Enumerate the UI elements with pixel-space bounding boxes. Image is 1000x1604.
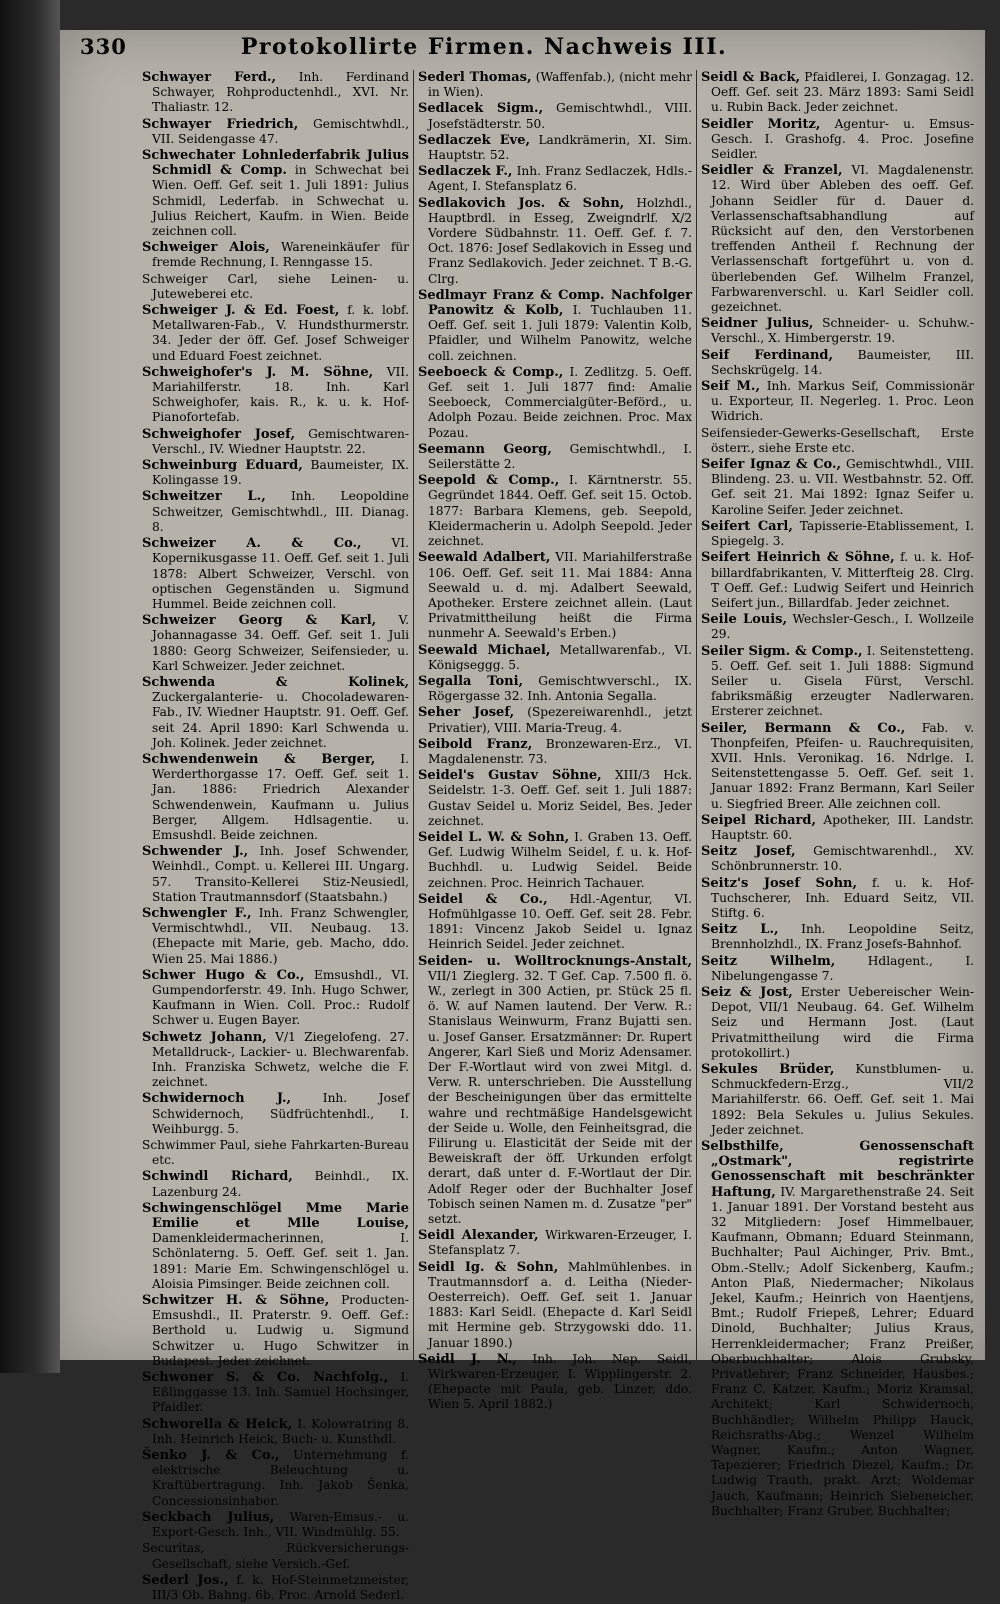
- firm-name: Seewald Michael,: [418, 642, 551, 658]
- book-spine-shadow: [0, 0, 60, 1373]
- firm-details: I. Kolowratring 8. Inh. Heinrich Heick, Buch- u. Kunsthdl.: [152, 1416, 409, 1446]
- firm-details: Wirkwaren-Erzeuger, I. Stefansplatz 7.: [428, 1228, 692, 1258]
- firm-name: Seeboeck & Comp.,: [418, 364, 564, 380]
- directory-entry: [701, 550, 974, 611]
- firm-name: Schweinburg Eduard,: [142, 458, 303, 474]
- firm-name: Seidel's Gustav Söhne,: [418, 768, 602, 784]
- firm-details: Holzhdl., Hauptbrdl. in Esseg, Zweigndrlf. X/2 Vordere Südbahnstr. 11. Oeff. Gef. f. 7. Oct. 1876: Josef Sedlakovich in Esseg und Franz Sedlakovich. Jeder zeichnet. T B.-G. Clrg.: [428, 195, 693, 286]
- firm-name: Seidel L. W. & Sohn,: [418, 829, 570, 845]
- firm-details: Securitas, Rückversicherungs-Gesellschaft, siehe Versich.-Gef.: [142, 1541, 409, 1571]
- firm-details: (Waffenfab.), (nicht mehr in Wien).: [428, 70, 693, 100]
- firm-details: Unternehmung f. elektrische Beleuchtung u. Kraftübertragung. Inh. Jakob Šenka, Concessionsinhaber.: [152, 1448, 409, 1508]
- directory-entry: [142, 1030, 409, 1091]
- entry-columns: [138, 70, 978, 1602]
- firm-name: Šenko J. & Co.,: [142, 1448, 280, 1464]
- directory-entry: [142, 272, 409, 302]
- firm-name: Seiden- u. Wolltrocknungs-Anstalt,: [418, 953, 692, 969]
- firm-name: Seif Ferdinand,: [701, 347, 834, 363]
- firm-details: Zuckergalanterie- u. Chocoladewaren-Fab., IV. Wiedner Hauptstr. 91. Oeff. Gef. seit 24. April 1890: Karl Schwenda u. Joh. Kolinek. Jeder zeichnet.: [152, 690, 409, 750]
- firm-name: Schweighofer's J. M. Söhne,: [142, 364, 374, 380]
- directory-entry: [701, 316, 974, 346]
- firm-details: Inh. Leopoldine Seitz, Brennholzhdl., IX. Franz Josefs-Bahnhof.: [711, 922, 974, 952]
- firm-name: Seepold & Comp.,: [418, 473, 560, 489]
- firm-details: VI. Magdalenenstr. 12. Wird über Ableben des oeff. Gef. Johann Seidler für d. Dauer d. Verlassenschaftsabhandlung auf Rücksicht auf den, den Verstorbenen treffenden Antheil f. Rechnung der Verlassenschaft fortgeführt u. von d. überlebenden Gef. Wilhelm Franzel, Farbwarenverschl. u. Karl Seidler coll. gezeichnet.: [711, 163, 975, 315]
- firm-name: Schwidernoch J.,: [142, 1091, 292, 1107]
- firm-name: Schwitzer H. & Söhne,: [142, 1293, 330, 1309]
- directory-entry: [142, 1417, 409, 1447]
- directory-entry: [142, 240, 409, 270]
- column-left: [138, 70, 413, 1604]
- firm-details: Inh. Franz Schwengler, Vermischtwhdl., VII. Neubaug. 13. (Ehepacte mit Marie, geb. Macho, ddo. Wien 25. Mai 1886.): [152, 905, 410, 966]
- directory-entry: [142, 70, 409, 116]
- firm-details: Wareneinkäufer für fremde Rechnung, I. Renngasse 15.: [152, 240, 410, 270]
- firm-name: Schwayer Ferd.,: [142, 70, 277, 85]
- firm-name: Schwayer Friedrich,: [142, 116, 299, 132]
- firm-name: Schwingenschlögel Mme Marie Emilie et Mlle Louise,: [142, 1200, 409, 1232]
- firm-details: f. k. Hof-Steinmetzmeister, III/3 Ob. Bahng. 6b. Proc. Arnold Sederl.: [152, 1572, 410, 1602]
- column-middle: [413, 70, 696, 1604]
- directory-entry: [142, 752, 409, 843]
- directory-entry: [701, 1139, 974, 1519]
- firm-name: Sedlacek Sigm.,: [418, 101, 544, 117]
- directory-entry: [701, 922, 974, 952]
- firm-name: Schwindl Richard,: [142, 1169, 293, 1185]
- directory-entry: [142, 844, 409, 905]
- firm-details: f. u. k. Hof-Tuchscherer, Inh. Eduard Seitz, VII. Stiftg. 6.: [711, 875, 975, 920]
- firm-name: Seidler & Franzel,: [701, 163, 843, 179]
- firm-name: Seewald Adalbert,: [418, 550, 551, 566]
- directory-entry: [701, 348, 974, 378]
- firm-details: Tapisserie-Etablissement, I. Spiegelg. 3.: [711, 518, 974, 549]
- firm-name: Sekules Brüder,: [701, 1062, 835, 1077]
- directory-entry: [701, 721, 974, 812]
- directory-entry: [701, 163, 974, 315]
- firm-details: Emsushdl., VI. Gumpendorferstr. 49. Inh. Hugo Schwer, Kaufmann in Wien. Coll. Proc.: Rudolf Schwer u. Eugen Bayer.: [152, 967, 410, 1028]
- firm-name: Sedlmayr Franz & Comp. Nachfolger Panowitz & Kolb,: [418, 287, 692, 319]
- directory-entry: [142, 906, 409, 967]
- firm-name: Schweizer Georg & Karl,: [142, 613, 377, 629]
- directory-entry: [701, 644, 974, 720]
- firm-details: Wechsler-Gesch., I. Wollzeile 29.: [711, 612, 974, 642]
- directory-entry: [418, 1260, 692, 1351]
- firm-details: Metallwarenfab., VI. Königseggg. 5.: [428, 642, 693, 672]
- firm-name: Seidl J. N.,: [418, 1351, 517, 1367]
- firm-details: Agentur- u. Emsus-Gesch. I. Grashofg. 4. Proc. Josefine Seidler.: [711, 116, 974, 162]
- firm-name: Schwechater Lohnlederfabrik Julius Schmidl & Comp.: [142, 148, 409, 179]
- firm-details: Gemischtwverschl., IX. Rögergasse 32. Inh. Antonia Segalla.: [428, 673, 692, 704]
- directory-entry: [142, 613, 409, 674]
- firm-details: I. Kärntnerstr. 55. Gegründet 1844. Oeff. Gef. seit 15. Octob. 1877: Barbara Klemens, geb. Seepold, Kleidermacherin u. Adolph Seepold. Jeder zeichnet.: [428, 473, 692, 549]
- firm-details: Waren-Emsus.- u. Export-Gesch. Inh., VII. Windmühlg. 55.: [152, 1509, 409, 1540]
- firm-name: Seiler Sigm. & Comp.,: [701, 643, 863, 659]
- firm-name: Segalla Toni,: [418, 673, 524, 689]
- firm-name: Seckbach Julius,: [142, 1509, 275, 1525]
- firm-name: Seipel Richard,: [701, 812, 816, 828]
- firm-name: Schweizer A. & Co.,: [142, 536, 362, 552]
- firm-details: Inh. Ferdinand Schwayer, Rohproductenhdl., XVI. Nr. Thaliastr. 12.: [152, 70, 409, 115]
- firm-name: Schweiger J. & Ed. Foest,: [142, 303, 340, 319]
- firm-name: Seitz Wilhelm,: [701, 953, 836, 969]
- firm-details: Gemischtwhdl., I. Seilerstätte 2.: [428, 441, 693, 472]
- firm-details: Schwimmer Paul, siehe Fahrkarten-Bureau etc.: [142, 1138, 409, 1168]
- firm-details: Apotheker, III. Landstr. Hauptstr. 60.: [711, 812, 974, 842]
- directory-entry: [142, 1138, 409, 1168]
- firm-details: Kunstblumen- u. Schmuckfedern-Erzg., VII/2 Mariahilferstr. 66. Oeff. Gef. seit 1. Mai 1892: Bela Sekules u. Julius Sekules. Jeder zeichnet.: [711, 1062, 974, 1137]
- page-header: [80, 34, 980, 68]
- firm-details: I. Tuchlauben 11. Oeff. Gef. seit 1. Juli 1879: Valentin Kolb, Pfaidler, und Wilhelm Panowitz, welche coll. zeichnen.: [428, 303, 692, 363]
- firm-details: Landkrämerin, XI. Sim. Hauptstr. 52.: [428, 132, 693, 163]
- directory-entry: [142, 303, 409, 364]
- firm-details: Damenkleidermacherinnen, I. Schönlaterng. 5. Oeff. Gef. seit 1. Jan. 1891: Marie Em. Schwingenschlögel u. Aloisia Pimsinger. Beide zeichnen coll.: [152, 1231, 409, 1291]
- firm-details: Inh. Josef Schwender, Weinhdl., Compt. u. Kellerei III. Ungarg. 57. Transito-Kellerei Stiz-Neusiedl, Station Trautmannsdorf (Staatsbahn.): [152, 844, 409, 904]
- firm-name: Sedlaczek F.,: [418, 164, 513, 180]
- firm-details: f. u. k. Hof-billardfabrikanten, V. Mitterfteig 28. Clrg. T Oeff. Gef.: Ludwig Seifert und Heinrich Seifert jun., Billardfab. Jeder zeichnet.: [711, 550, 974, 610]
- firm-name: Schweiger Alois,: [142, 240, 270, 256]
- firm-details: Inh. Josef Schwidernoch, Südfrüchtenhdl., I. Weihburgg. 5.: [152, 1091, 409, 1136]
- directory-entry: [701, 876, 974, 922]
- directory-entry: [418, 705, 692, 735]
- directory-entry: [701, 519, 974, 549]
- firm-details: in Schwechat bei Wien. Oeff. Gef. seit 1. Juli 1891: Julius Schmidl, Lederfab. in Schwechat u. Julius Reichert, Kaufm. in Wien. Beide zeichnen coll.: [152, 163, 409, 239]
- directory-entry: [418, 737, 692, 767]
- firm-name: Seidl Alexander,: [418, 1228, 539, 1244]
- firm-details: Gemischtwarenhdl., XV. Schönbrunnerstr. 10.: [711, 844, 974, 874]
- firm-name: Sedlakovich Jos. & Sohn,: [418, 195, 625, 211]
- firm-details: Fab. v. Thonpfeifen, Pfeifen- u. Rauchrequisiten, XVII. Hnls. Veronikag. 16. Ndrlge. I. Seitenstettengasse 5. Oeff. Gef. seit 1. Januar 1892: Franz Bermann, Karl Seiler u. Siegfried Breer. Alle zeichnen coll.: [711, 720, 974, 811]
- directory-entry: [701, 70, 974, 116]
- directory-entry: [418, 365, 692, 441]
- directory-entry: [142, 1510, 409, 1540]
- directory-entry: [701, 954, 974, 984]
- directory-entry: [701, 1062, 974, 1138]
- firm-details: VI. Kopernikusgasse 11. Oeff. Gef. seit 1. Juli 1878: Albert Schweizer, Verschl. von optischen Gegenständen u. Sigmund Hummel. Beide zeichnen coll.: [152, 536, 409, 611]
- firm-details: Inh. Joh. Nep. Seidl, Wirkwaren-Erzeuger, I. Wipplingerstr. 2. (Ehepacte mit Paula, geb. Linzer, ddo. Wien 5. April 1882.): [428, 1351, 692, 1412]
- directory-entry: [142, 1201, 409, 1292]
- directory-entry: [701, 379, 974, 425]
- firm-details: I. Eßlinggasse 13. Inh. Samuel Hochsinger, Pfaidler.: [152, 1370, 410, 1415]
- firm-details: Mahlmühlenbes. in Trautmannsdorf a. d. Leitha (Nieder-Oesterreich). Oeff. Gef. seit 1. Januar 1883: Karl Seidl. (Ehepacte d. Karl Seidl mit Hermine geb. Strzygowski ddo. 11. Januar 1890.): [428, 1259, 692, 1350]
- firm-details: Hdlagent., I. Nibelungengasse 7.: [711, 953, 975, 983]
- directory-entry: [418, 133, 692, 163]
- directory-entry: [701, 426, 974, 456]
- directory-entry: [418, 954, 692, 1228]
- firm-name: Schwenda & Kolinek,: [142, 674, 409, 690]
- firm-details: VII/1 Zieglerg. 32. T Gef. Cap. 7.500 fl. ö. W., zerlegt in 300 Actien, pr. Stück 25 fl. ö. W. auf Namen lautend. Der Verw. R.: Stanislaus Weinwurm, Franz Bujatti sen. u. Josef Ganser. Ersatzmänner: Dr. Rupert Angerer, Karl Sieß und Moriz Adensamer. Der F.-Wortlaut wird von zwei Mitgl. d. Verw. R. unterschrieben. Die Ausstellung der Bescheinigungen über das ermittelte wahre und rechtmäßige Handelsgewicht der Seide u. Wolle, den Feinheitsgrad, die Filirung u. Elasticität der Seide mit der Beweiskraft der öff. Urkunden erfolgt derart, daß unter d. F.-Wortlaut der Dir. Adolf Reger oder der Buchhalter Josef Tobisch seinen Namen m. d. Zusatze "per" setzt.: [428, 968, 692, 1227]
- directory-entry: [142, 458, 409, 488]
- directory-entry: [142, 968, 409, 1029]
- directory-entry: [418, 643, 692, 673]
- firm-details: Gemischtwhdl., VII. Seidengasse 47.: [152, 116, 409, 146]
- firm-name: Seidner Julius,: [701, 316, 814, 332]
- directory-entry: [418, 674, 692, 704]
- firm-name: Schwetz Johann,: [142, 1029, 267, 1045]
- firm-details: I. Zedlitzg. 5. Oeff. Gef. seit 1. Juli 1877 find: Amalie Seeboeck, Commercialgüter-Beförd., u. Adolph Pozau. Beide zeichnen. Proc. Max Pozau.: [428, 364, 693, 440]
- firm-name: Schwoner S. & Co. Nachfolg.,: [142, 1370, 389, 1386]
- firm-name: Seibold Franz,: [418, 736, 533, 752]
- directory-entry: [142, 1448, 409, 1509]
- directory-entry: [418, 892, 692, 953]
- directory-entry: [418, 1352, 692, 1413]
- firm-details: Schweiger Carl, siehe Leinen- u. Juteweberei etc.: [142, 271, 409, 301]
- directory-entry: [142, 536, 409, 612]
- firm-name: Seiler, Bermann & Co.,: [701, 720, 906, 736]
- firm-name: Seitz's Josef Sohn,: [701, 875, 858, 891]
- firm-details: Inh. Franz Sedlaczek, Hdls.-Agent, I. Stefansplatz 6.: [428, 164, 693, 194]
- firm-details: Inh. Leopoldine Schweitzer, Gemischtwhdl., III. Dianag. 8.: [152, 489, 409, 534]
- directory-entry: [701, 612, 974, 642]
- firm-details: Gemischtwaren-Verschl., IV. Wiedner Hauptstr. 22.: [152, 426, 409, 456]
- directory-entry: [701, 985, 974, 1061]
- firm-details: Baumeister, IX. Kolingasse 19.: [152, 458, 410, 488]
- directory-entry: [701, 457, 974, 518]
- firm-name: Seher Josef,: [418, 705, 515, 721]
- firm-details: VII. Mariahilferstraße 106. Oeff. Gef. seit 11. Mai 1884: Anna Seewald u. d. mj. Adalbert Seewald, Apotheker. Erstere zeichnet allein. (Laut Privatmittheilung heißt die Firma nunmehr A. Seewald's Erben.): [428, 550, 692, 641]
- firm-name: Seif M.,: [701, 379, 760, 395]
- page-number: 330: [80, 34, 127, 59]
- directory-entry: [142, 117, 409, 147]
- directory-entry: [418, 1228, 692, 1258]
- directory-entry: [142, 148, 409, 239]
- directory-entry: [418, 196, 692, 287]
- firm-details: f. k. lobf. Metallwaren-Fab., V. Hundsthurmerstr. 34. Jeder der öff. Gef. Josef Schweiger und Eduard Foest zeichnet.: [152, 303, 409, 363]
- directory-entry: [142, 365, 409, 426]
- directory-entry: [418, 830, 692, 891]
- directory-entry: [142, 1091, 409, 1137]
- firm-name: Seitz L.,: [701, 922, 779, 938]
- directory-entry: [418, 101, 692, 131]
- firm-details: Pfaidlerei, I. Gonzagag. 12. Oeff. Gef. seit 23. März 1893: Sami Seidl u. Rubin Back. Jeder zeichnet.: [711, 70, 975, 115]
- firm-name: Seile Louis,: [701, 612, 787, 628]
- firm-details: V. Johannagasse 34. Oeff. Gef. seit 1. Juli 1880: Georg Schweizer, Seifensieder, u. Karl Schweizer. Jeder zeichnet.: [152, 613, 410, 673]
- directory-entry: [418, 70, 692, 100]
- directory-entry: [142, 427, 409, 457]
- running-title: Protokollirte Firmen. Nachweis III.: [240, 34, 728, 60]
- firm-details: VII. Mariahilferstr. 18. Inh. Karl Schweighofer, kais. R., k. u. k. Hof-Pianofortefab.: [152, 364, 409, 425]
- firm-name: Schweitzer L.,: [142, 489, 266, 505]
- firm-details: Schneider- u. Schuhw.-Verschl., X. Himbergerstr. 19.: [711, 316, 974, 346]
- firm-name: Seifert Carl,: [701, 518, 793, 534]
- firm-details: IV. Margarethenstraße 24. Seit 1. Januar 1891. Der Vorstand besteht aus 32 Mitgliedern: Josef Himmelbauer, Kaufmann, Obmann; Eduard Steinmann, Buchhalter; Paul Aichinger, Priv. Bmt., Obm.-Stellv.; Adolf Sickenberg, Kaufm.; Anton Plaß, Niedermacher; Nikolaus Jekel, Kaufm.; Heinrich von Haentjens, Bmt.; Rudolf Friepeß, Lehrer; Eduard Dinold, Buchhalter; Julius Kraus, Herrenkleidermacher; Franz Preißer, Oberbuchhalter; Alois Grubsky, Privatlehrer; Franz Schneider, Hausbes.; Franz C. Katzer, Kaufm.; Moriz Kramsal, Architekt; Karl Schwidernoch, Buchhändler; Wilhelm Philipp Hauck, Reichsraths-Abg.; Wenzel Wilhelm Wagner, Kaufm.; Anton Wagner, Tapezierer; Friedrich Diezel, Kaufm.; Dr. Ludwig Trauth, prakt. Arzt; Woldemar Jauch, Kaufmann; Heinrich Siebeneicher, Buchhalter; Franz Gruber, Buchhalter;: [711, 1184, 974, 1518]
- firm-name: Selbsthilfe, Genossenschaft „Ostmark", registrirte Genossenschaft mit beschränkter Haftung,: [701, 1139, 974, 1200]
- firm-name: Schwengler F.,: [142, 905, 252, 921]
- firm-details: I. Seitenstetteng. 5. Oeff. Gef. seit 1. Juli 1888: Sigmund Seiler u. Gisela Fürst, Verschl. fabriksmäßig erzeugter Nadlerwaren. Ersterer zeichnet.: [711, 643, 974, 719]
- firm-name: Sederl Thomas,: [418, 70, 532, 85]
- firm-details: I. Werderthorgasse 17. Oeff. Gef. seit 1. Jan. 1886: Friedrich Alexander Schwendenwein, Kaufmann u. Julius Berger, Allgem. Hdlsagentie. u. Emsushdl. Beide zeichnen.: [152, 751, 409, 842]
- firm-details: (Spezereiwarenhdl., jetzt Privatier), VIII. Maria-Treug. 4.: [428, 705, 692, 735]
- firm-details: Seifensieder-Gewerks-Gesellschaft, Erste österr., siehe Erste etc.: [701, 425, 974, 455]
- directory-entry: [418, 288, 692, 364]
- directory-entry: [418, 164, 692, 194]
- firm-details: Bronzewaren-Erz., VI. Magdalenenstr. 73.: [428, 736, 692, 766]
- directory-entry: [701, 117, 974, 163]
- directory-entry: [142, 1293, 409, 1369]
- firm-name: Seemann Georg,: [418, 441, 552, 457]
- directory-entry: [418, 473, 692, 549]
- column-right: [696, 70, 978, 1604]
- firm-details: Baumeister, III. Sechskrügelg. 14.: [711, 347, 975, 377]
- firm-details: Inh. Markus Seif, Commissionär u. Exporteur, II. Negerleg. 1. Proc. Leon Widrich.: [711, 379, 974, 424]
- directory-entry: [142, 1370, 409, 1416]
- firm-details: Erster Uebereischer Wein-Depot, VII/1 Neubaug. 64. Gef. Wilhelm Seiz und Hermann Jost. (Laut Privatmittheilung wird die Firma protokollirt.): [711, 984, 974, 1060]
- directory-entry: [418, 768, 692, 829]
- directory-entry: [142, 1541, 409, 1571]
- directory-entry: [701, 844, 974, 874]
- firm-name: Schworella & Heick,: [142, 1416, 293, 1432]
- firm-details: Beinhdl., IX. Lazenburg 24.: [152, 1169, 410, 1199]
- firm-details: I. Graben 13. Oeff. Gef. Ludwig Wilhelm Seidel, f. u. k. Hof-Buchhdl. u. Ludwig Seidel. Beide zeichnen. Proc. Heinrich Tachauer.: [428, 829, 693, 890]
- directory-entry: [142, 489, 409, 535]
- firm-details: Hdl.-Agentur, VI. Hofmühlgasse 10. Oeff. Gef. seit 28. Febr. 1891: Vincenz Jakob Seidel u. Ignaz Heinrich Seidel. Jeder zeichnet.: [428, 891, 692, 952]
- firm-name: Seidel & Co.,: [418, 891, 548, 907]
- firm-name: Schwer Hugo & Co.,: [142, 967, 305, 983]
- firm-details: Gemischtwhdl., VIII. Blindeng. 23. u. VII. Westbahnstr. 52. Off. Gef. seit 21. Mai 1892: Ignaz Seifer u. Karoline Seifer. Jeder zeichnet.: [711, 457, 975, 517]
- directory-entry: [418, 442, 692, 472]
- directory-entry: [142, 675, 409, 751]
- firm-name: Seidler Moritz,: [701, 116, 821, 132]
- firm-details: XIII/3 Hck. Seidelstr. 1-3. Oeff. Gef. seit 1. Juli 1887: Gustav Seidel u. Moriz Seidel, Bes. Jeder zeichnet.: [428, 768, 692, 828]
- directory-entry: [142, 1573, 409, 1603]
- firm-name: Schwendenwein & Berger,: [142, 751, 376, 767]
- firm-name: Sederl Jos.,: [142, 1572, 229, 1588]
- firm-name: Seiz & Jost,: [701, 984, 793, 1000]
- firm-name: Seidl & Back,: [701, 70, 801, 85]
- firm-name: Seifer Ignaz & Co.,: [701, 457, 842, 473]
- firm-details: Producten-Emsushdl., II. Praterstr. 9. Oeff. Gef.: Berthold u. Ludwig u. Sigmund Schwitzer u. Hugo Schwitzer in Budapest. Jeder zeichnet.: [152, 1293, 409, 1368]
- firm-name: Schweighofer Josef,: [142, 426, 296, 442]
- firm-name: Schwender J.,: [142, 844, 249, 860]
- firm-name: Sedlaczek Eve,: [418, 132, 531, 148]
- firm-name: Seifert Heinrich & Söhne,: [701, 550, 895, 566]
- firm-name: Seidl Ig. & Sohn,: [418, 1259, 559, 1275]
- firm-details: Gemischtwhdl., VIII. Josefstädterstr. 50.: [428, 101, 693, 131]
- directory-entry: [701, 813, 974, 843]
- firm-details: V/1 Ziegelofeng. 27. Metalldruck-, Lackier- u. Blechwarenfab. Inh. Franziska Schwetz, welche die F. zeichnet.: [152, 1029, 410, 1090]
- directory-entry: [418, 550, 692, 641]
- directory-entry: [142, 1169, 409, 1199]
- firm-name: Seitz Josef,: [701, 844, 796, 860]
